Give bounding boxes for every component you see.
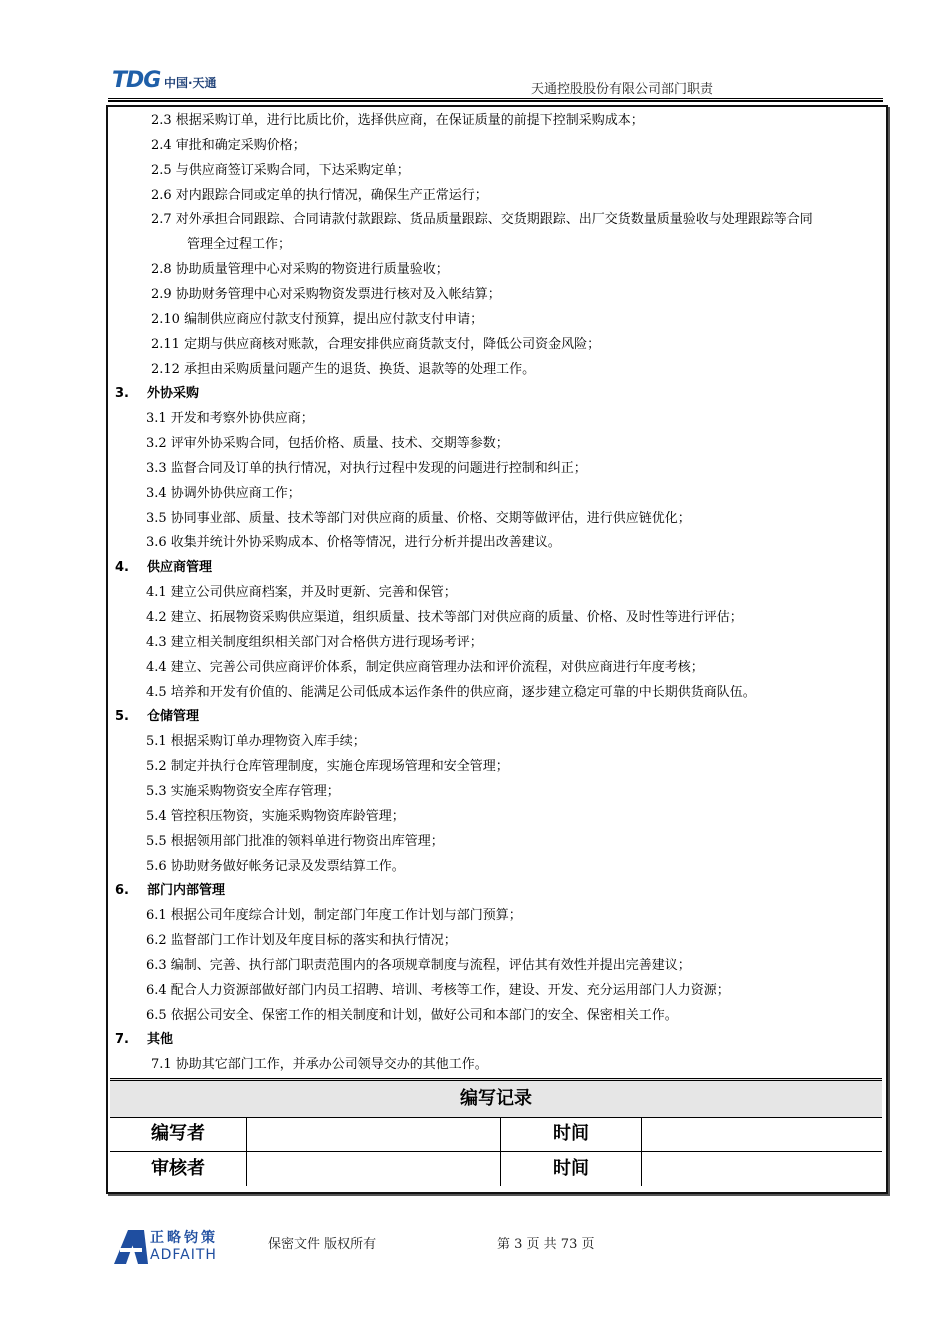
list-item: 6.2 监督部门工作计划及年度目标的落实和执行情况； [146,933,457,949]
section-number: 7. [115,1032,129,1048]
section-heading [115,708,199,726]
author-time-label: 时间 [553,1123,589,1144]
author-time-value[interactable] [642,1117,882,1151]
list-item: 2.7 对外承担合同跟踪、合同请款付款跟踪、货品质量跟踪、交货期跟踪、出厂交货数量质量验收与处理跟踪等合同 [151,212,813,228]
section-number: 6. [115,883,129,899]
list-item: 2.8 协助质量管理中心对采购的物资进行质量验收； [151,262,449,278]
section-number: 4. [115,560,129,576]
tdg-logo-text: 中国·天通 [164,76,217,90]
list-item: 7.1 协助其它部门工作，并承办公司领导交办的其他工作。 [151,1057,488,1073]
list-item: 2.11 定期与供应商核对账款，合理安排供应商货款支付，降低公司资金风险； [151,336,601,352]
adfaith-logo-en: ADFAITH [150,1247,217,1263]
list-item: 4.3 建立相关制度组织相关部门对合格供方进行现场考评； [146,634,483,650]
list-item: 2.6 对内跟踪合同或定单的执行情况，确保生产正常运行； [151,187,488,203]
list-item: 2.10 编制供应商应付款支付预算，提出应付款支付申请； [151,311,484,327]
list-item: 5.5 根据领用部门批准的领料单进行物资出库管理； [146,833,444,849]
section-number: 3. [115,386,129,402]
reviewer-row [110,1152,882,1186]
document-title: 天通控股股份有限公司部门职责 [530,82,713,97]
page-number: 第 3 页 共 73 页 [497,1237,595,1252]
section-title: 外协采购 [147,386,200,402]
list-item: 5.6 协助财务做好帐务记录及发票结算工作。 [146,858,405,874]
list-item: 2.4 审批和确定采购价格； [151,137,306,153]
list-item: 5.2 制定并执行仓库管理制度，实施仓库现场管理和安全管理； [146,759,509,775]
author-value[interactable] [247,1117,500,1151]
list-item: 4.2 建立、拓展物资采购供应渠道，组织质量、技术等部门对供应商的质量、价格、及时性等进行评估； [146,610,743,625]
reviewer-value[interactable] [247,1152,500,1186]
section-heading [115,385,199,403]
reviewer-time-value[interactable] [642,1152,882,1186]
page-header [108,68,883,100]
record-table-title: 编写记录 [110,1078,882,1118]
list-item: 3.1 开发和考察外协供应商； [146,411,314,427]
tdg-logo: TDG [112,68,161,93]
author-label: 编写者 [151,1123,205,1144]
list-item: 6.5 依据公司安全、保密工作的相关制度和计划，做好公司和本部门的安全、保密相关工作。 [146,1007,678,1023]
reviewer-label: 审核者 [151,1158,205,1179]
section-heading [115,1031,173,1049]
list-item: 5.3 实施采购物资安全库存管理； [146,783,340,799]
section-heading [115,559,212,577]
list-item: 3.5 协同事业部、质量、技术等部门对供应商的质量、价格、交期等做评估，进行供应链优化； [146,510,691,526]
author-row [110,1117,882,1152]
list-item: 6.1 根据公司年度综合计划，制定部门年度工作计划与部门预算； [146,908,522,924]
reviewer-time-label: 时间 [553,1158,589,1179]
section-title: 供应商管理 [147,560,213,576]
list-item: 5.1 根据采购订单办理物资入库手续； [146,734,366,750]
list-item: 2.12 承担由采购质量问题产生的退货、换货、退款等的处理工作。 [151,361,536,377]
list-item: 3.3 监督合同及订单的执行情况，对执行过程中发现的问题进行控制和纠正； [146,460,587,476]
header-divider [108,98,883,102]
list-item: 3.4 协调外协供应商工作； [146,485,301,501]
section-title: 部门内部管理 [147,883,226,899]
list-item: 5.4 管控积压物资，实施采购物资库龄管理； [146,808,405,824]
section-title: 其他 [147,1032,174,1048]
section-heading [115,882,225,900]
list-item: 3.6 收集并统计外协采购成本、价格等情况，进行分析并提出改善建议。 [146,535,561,551]
section-number: 5. [115,709,129,725]
list-item: 6.3 编制、完善、执行部门职责范围内的各项规章制度与流程，评估其有效性并提出完善建议； [146,957,691,973]
list-item: 2.9 协助财务管理中心对采购物资发票进行核对及入帐结算； [151,286,501,302]
confidential-note: 保密文件 版权所有 [268,1237,377,1252]
list-item-continuation: 管理全过程工作； [187,237,292,253]
section-title: 仓储管理 [147,709,200,725]
list-item: 2.5 与供应商签订采购合同，下达采购定单； [151,162,410,178]
list-item: 4.5 培养和开发有价值的、能满足公司低成本运作条件的供应商，逐步建立稳定可靠的中长期供货商队伍。 [146,684,756,700]
list-item: 6.4 配合人力资源部做好部门内员工招聘、培训、考核等工作，建设、开发、充分运用部门人力资源； [146,982,730,998]
list-item: 3.2 评审外协采购合同，包括价格、质量、技术、交期等参数； [146,436,509,452]
list-item: 4.1 建立公司供应商档案，并及时更新、完善和保管； [146,585,457,601]
list-item: 2.3 根据采购订单，进行比质比价，选择供应商，在保证质量的前提下控制采购成本； [151,113,644,128]
adfaith-logo-cn: 正略钧策 [150,1230,218,1246]
list-item: 4.4 建立、完善公司供应商评价体系，制定供应商管理办法和评价流程，对供应商进行年度考核； [146,659,704,675]
